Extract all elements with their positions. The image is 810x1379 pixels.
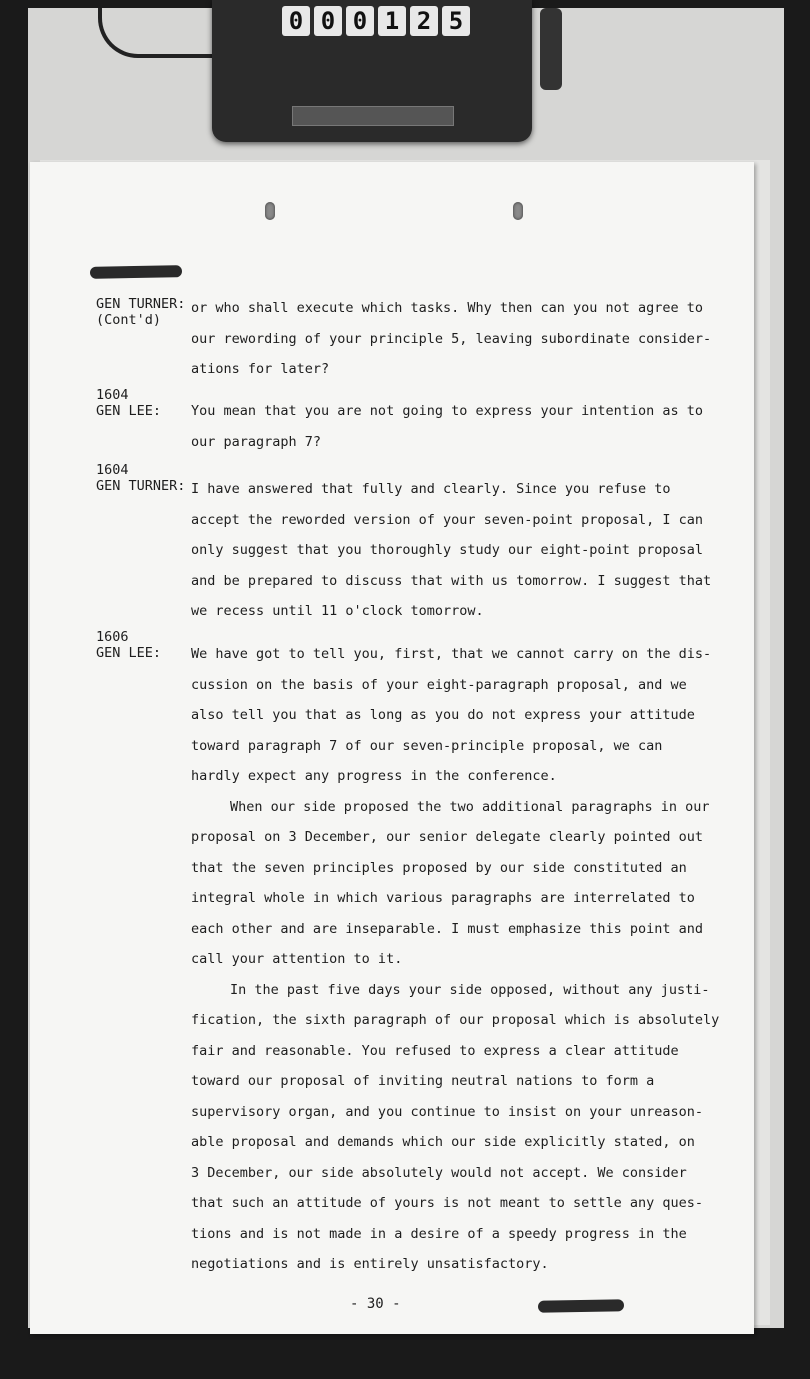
- text-line: You mean that you are not going to express your intention as to: [191, 403, 704, 419]
- speech-block: [191, 293, 712, 385]
- document-page: [30, 162, 754, 1334]
- speech-block: [191, 474, 712, 627]
- text-line: only suggest that you thoroughly study our eight-point proposal: [191, 542, 704, 558]
- text-line: negotiations and is entirely unsatisfactory.: [191, 1256, 549, 1272]
- text-line: we recess until 11 o'clock tomorrow.: [191, 603, 484, 619]
- classification-redaction: [538, 1299, 624, 1312]
- counter-digit: 0: [346, 6, 374, 36]
- text-line: that the seven principles proposed by our side constituted an: [191, 859, 687, 876]
- counter-digit: 5: [442, 6, 470, 36]
- counter-plate: [292, 106, 454, 126]
- speaker-label: 1604 GEN LEE:: [96, 387, 162, 419]
- text-line: supervisory organ, and you continue to insist on your unreason-: [191, 1103, 704, 1120]
- text-line: cussion on the basis of your eight-paragraph proposal, and we: [191, 676, 687, 693]
- text-line: our rewording of your principle 5, leaving subordinate consider-: [191, 330, 712, 347]
- text-line: fair and reasonable. You refused to express a clear attitude: [191, 1042, 679, 1059]
- punch-hole-icon: [265, 202, 275, 220]
- counter-digit: 2: [410, 6, 438, 36]
- text-line: or who shall execute which tasks. Why then can you not agree to: [191, 300, 704, 316]
- text-line: that such an attitude of yours is not meant to settle any ques-: [191, 1195, 704, 1211]
- text-line: also tell you that as long as you do not express your attitude: [191, 707, 695, 723]
- classification-redaction: [90, 265, 182, 279]
- speaker-label: 1606 GEN LEE:: [96, 629, 162, 661]
- text-line: call your attention to it.: [191, 951, 403, 967]
- text-line: toward paragraph 7 of our seven-principle proposal, we can: [191, 737, 663, 754]
- text-line: and be prepared to discuss that with us tomorrow. I suggest that: [191, 572, 712, 589]
- text-line: our paragraph 7?: [191, 433, 322, 450]
- punch-hole-icon: [513, 202, 523, 220]
- text-line: hardly expect any progress in the conference.: [191, 768, 557, 784]
- counter-digit: 0: [314, 6, 342, 36]
- text-line: ations for later?: [191, 361, 330, 377]
- speaker-label: GEN TURNER: (Cont'd): [96, 296, 186, 328]
- text-line: When our side proposed the two additional paragraphs in our: [230, 798, 710, 815]
- counter-digit: 0: [282, 6, 310, 36]
- text-line: We have got to tell you, first, that we cannot carry on the dis-: [191, 646, 712, 662]
- counter-digit: 1: [378, 6, 406, 36]
- text-line: proposal on 3 December, our senior delegate clearly pointed out: [191, 829, 704, 845]
- counter-knob: [540, 8, 562, 90]
- text-line: integral whole in which various paragraphs are interrelated to: [191, 890, 695, 906]
- page-number: - 30 -: [350, 1296, 401, 1312]
- text-line: I have answered that fully and clearly. Since you refuse to: [191, 481, 671, 497]
- text-line: tions and is not made in a desire of a speedy progress in the: [191, 1225, 687, 1242]
- text-line: fication, the sixth paragraph of our proposal which is absolutely: [191, 1012, 720, 1028]
- text-line: toward our proposal of inviting neutral nations to form a: [191, 1073, 655, 1089]
- speech-block: [191, 396, 704, 457]
- frame-counter: [282, 6, 470, 36]
- text-line: 3 December, our side absolutely would not accept. We consider: [191, 1164, 687, 1181]
- text-line: accept the reworded version of your seven-point proposal, I can: [191, 511, 704, 528]
- text-line: able proposal and demands which our side explicitly stated, on: [191, 1134, 695, 1150]
- speaker-label: 1604 GEN TURNER:: [96, 462, 186, 494]
- text-line: In the past five days your side opposed, without any justi-: [230, 981, 710, 998]
- text-line: each other and are inseparable. I must emphasize this point and: [191, 920, 704, 937]
- speech-block: [191, 639, 720, 1280]
